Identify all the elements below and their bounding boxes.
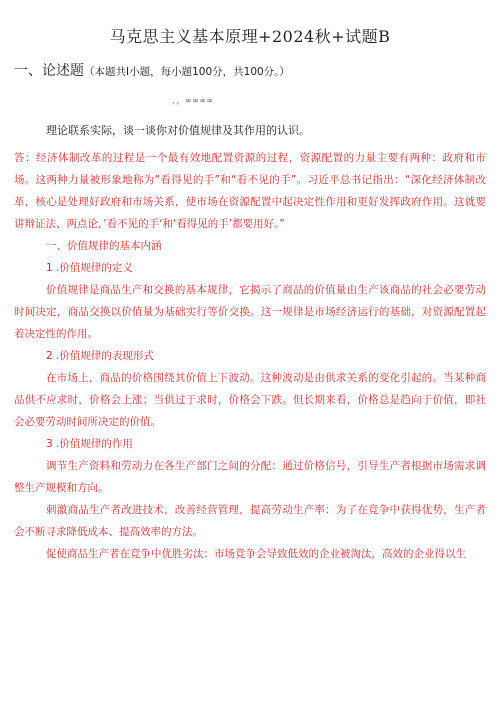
answer-heading-1: 一、价值规律的基本内涵 (46, 240, 162, 252)
answer-subheading: 2 .价值规律的表现形式 (46, 350, 154, 362)
answer-subheading: 1 .价值规律的定义 (46, 262, 133, 274)
stray-marks: ，，∞∞∞∞ (172, 96, 214, 105)
answer-paragraph: 价值规律是商品生产和交换的基本规律，它揭示了商品的价值量由生产该商品的社会必要劳动时间决定，商品交换以价值量为基础实行等价交换。这一规律是市场经济运行的基础，对资源配置起着决定性的作用。 (14, 284, 486, 340)
document-title: 马克思主义基本原理+2024秋+试题B (109, 27, 391, 46)
answer-paragraph: 促使商品生产者在竞争中优胜劣汰：市场竞争会导致低效的企业被淘汰，高效的企业得以生 (46, 548, 466, 560)
answer-body (14, 147, 486, 565)
answer-paragraph: 刺激商品生产者改进技术，改善经营管理，提高劳动生产率：为了在竞争中获得优势，生产者会不断寻求降低成本、提高效率的方法。 (14, 504, 486, 538)
answer-paragraph: 调节生产资料和劳动力在各生产部门之间的分配：通过价格信号，引导生产者根据市场需求调整生产规模和方向。 (14, 460, 486, 494)
answer-subheading: 3 .价值规律的作用 (46, 438, 133, 450)
section-heading-label: 一、论述题 (14, 63, 84, 79)
answer-paragraph: 在市场上，商品的价格围绕其价值上下波动。这种波动是由供求关系的变化引起的。当某种商品供不应求时，价格会上涨；当供过于求时，价格会下跌。但长期来看，价格总是趋向于价值，即社会必要劳动时间所决定的价值。 (14, 372, 486, 428)
section-note: （本题共I小题，每小题100分，共100分。） (84, 66, 290, 78)
section-heading (14, 60, 290, 80)
answer-paragraph: 答：经济体制改革的过程是一个最有效地配置资源的过程，资源配置的力量主要有两种：政府和市场。这两种力量被形象地称为“看得见的手”和“看不见的手”。习近平总书记指出：“深化经济体制改革，核心是处理好政府和市场关系，使市场在资源配置中起决定性作用和更好发挥政府作用。这就要讲辩证法、两点论，’看不见的手‘和‘看得见的手’都要用好。” (14, 152, 486, 230)
question-text: 理论联系实际，谈一谈你对价值规律及其作用的认识。 (46, 124, 310, 137)
